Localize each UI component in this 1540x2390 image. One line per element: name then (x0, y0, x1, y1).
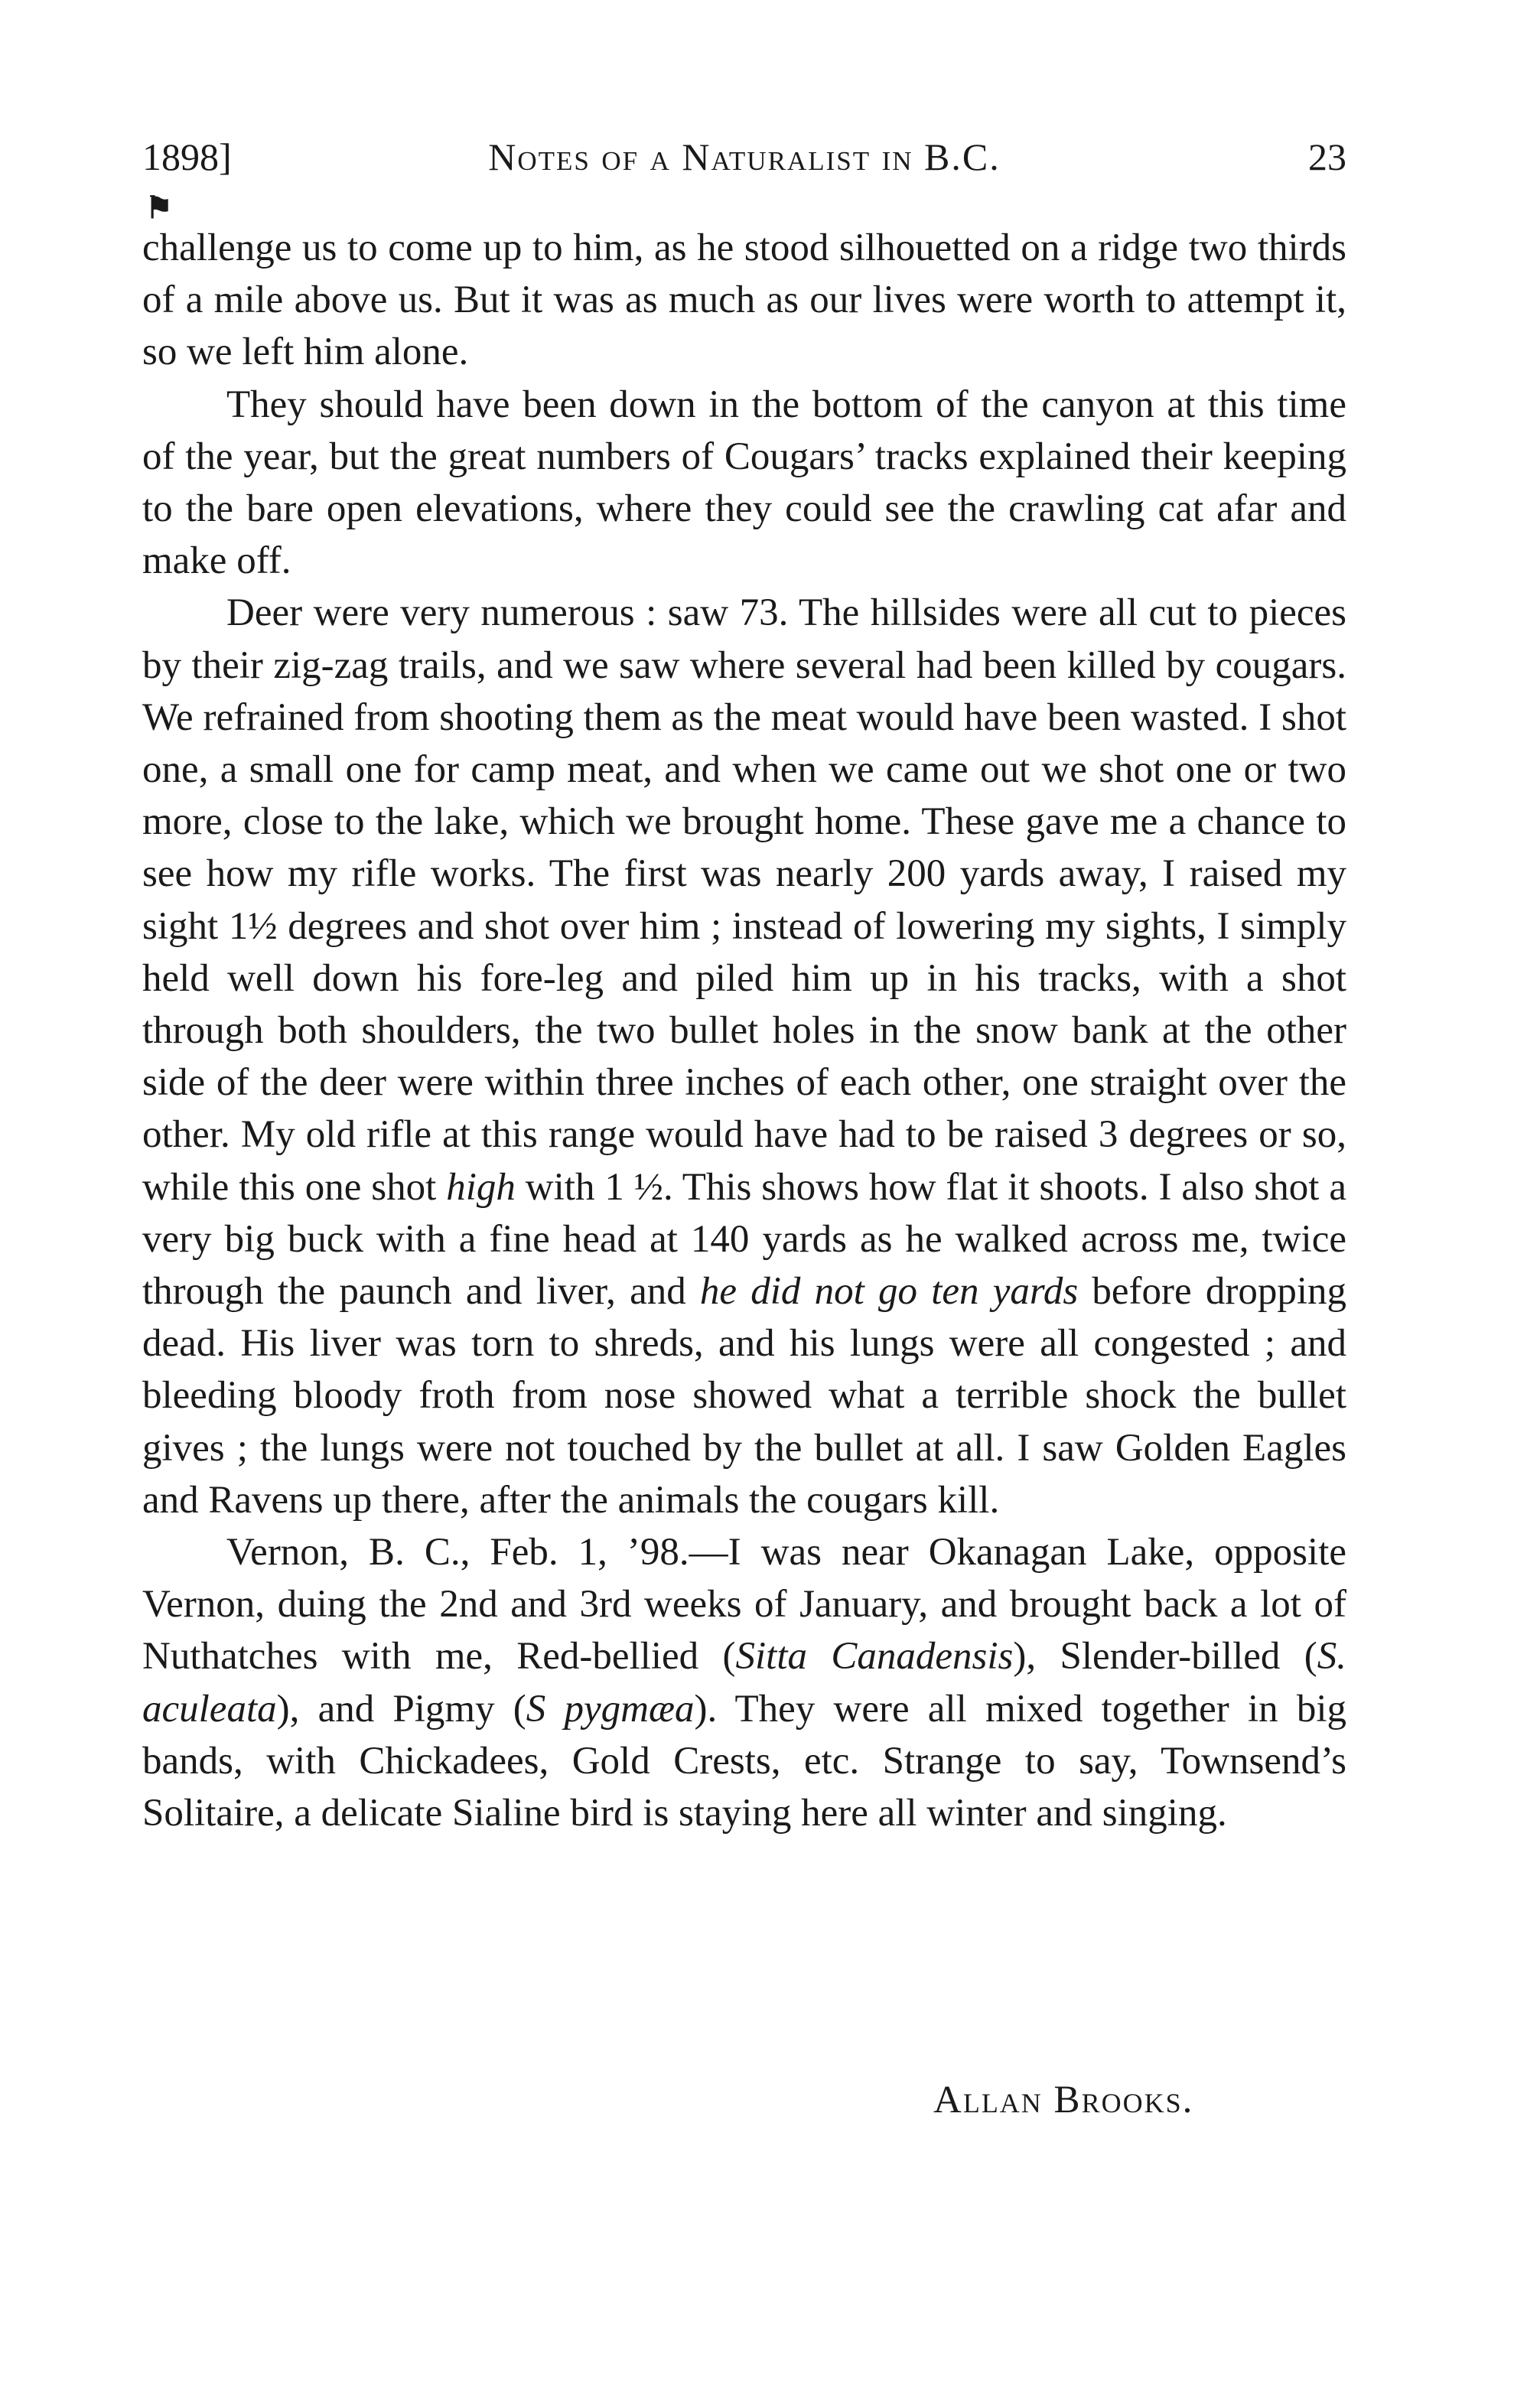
printer-mark-icon: ⚑ (145, 190, 173, 225)
italic-run: S. aculeata (142, 1635, 1346, 1731)
italic-run: high (446, 1165, 516, 1209)
italic-run: S pygmæa (526, 1687, 695, 1731)
paragraph (142, 587, 1346, 1526)
running-title: Notes of a Naturalist in B.C. (488, 135, 1001, 178)
text-run: challenge us to come up to him, as he stood silhouetted on a ridge two thirds of a mile above us. But it was as much as our lives were worth to attempt it, so we left him alone. (142, 226, 1346, 374)
text-run: They should have been down in the bottom of the canyon at this time of the year, but the great numbers of Cougars’ tracks explained their keeping to the bare open elevations, where they could see the crawling cat afar and make off. (142, 383, 1346, 583)
text-run: with 1 ½. This shows how flat it shoots. I also shot a very big buck with a fine head at 140 yards as he walked across me, twice through the paunch and liver, and (142, 1165, 1346, 1314)
text-run: ), and Pigmy ( (276, 1687, 526, 1731)
body-text (142, 222, 1346, 1839)
header-year: 1898] (142, 135, 232, 178)
italic-run: Sitta Canadensis (735, 1635, 1014, 1679)
paragraph (142, 379, 1346, 588)
page-number: 23 (1308, 135, 1346, 178)
paragraph (142, 222, 1346, 379)
text-run: before dropping dead. His liver was torn to shreds, and his lungs were all congested ; and bleeding bloody froth from nose showed what a terrible shock the bullet gives ; the lungs were not touched by the bullet at all. I saw Golden Eagles and Ravens up there, after the animals the cougars kill. (142, 1270, 1346, 1522)
paragraph (142, 1526, 1346, 1839)
text-run: ). They were all mixed together in big bands, with Chickadees, Gold Crests, etc. Strange to say, Townsend’s Solitaire, a delicate Sialine bird is staying here all winter and singing. (142, 1687, 1347, 1835)
italic-run: he did not go ten yards (699, 1270, 1079, 1314)
text-run: ), Slender-billed ( (1013, 1635, 1317, 1679)
text-run: Vernon, B. C., Feb. 1, ’98.—I was near Okanagan Lake, opposite Vernon, duing the 2nd and 3rd weeks of January, and brought back a lot of Nuthatches with me, Red-bellied ( (142, 1531, 1346, 1679)
text-run: Deer were very numerous : saw 73. The hillsides were all cut to pieces by their zig-zag trails, and we saw where several had been killed by cougars. We refrained from shooting them as the meat would have been wasted. I shot one, a small one for camp meat, and when we came out we shot one or two more, close to the lake, which we brought home. These gave me a chance to see how my rifle works. The first was nearly 200 yards away, I raised my sight 1½ degrees and shot over him ; instead of lowering my sights, I simply held well down his fore-leg and piled him up in his tracks, with a shot through both shoulders, the two bullet holes in the snow bank at the other side of the deer were within three inches of each other, one straight over the other. My old rifle at this range would have had to be raised 3 degrees or so, while this one shot (142, 591, 1346, 1209)
author-signature: Allan Brooks. (933, 2079, 1194, 2121)
running-header (142, 130, 1346, 184)
